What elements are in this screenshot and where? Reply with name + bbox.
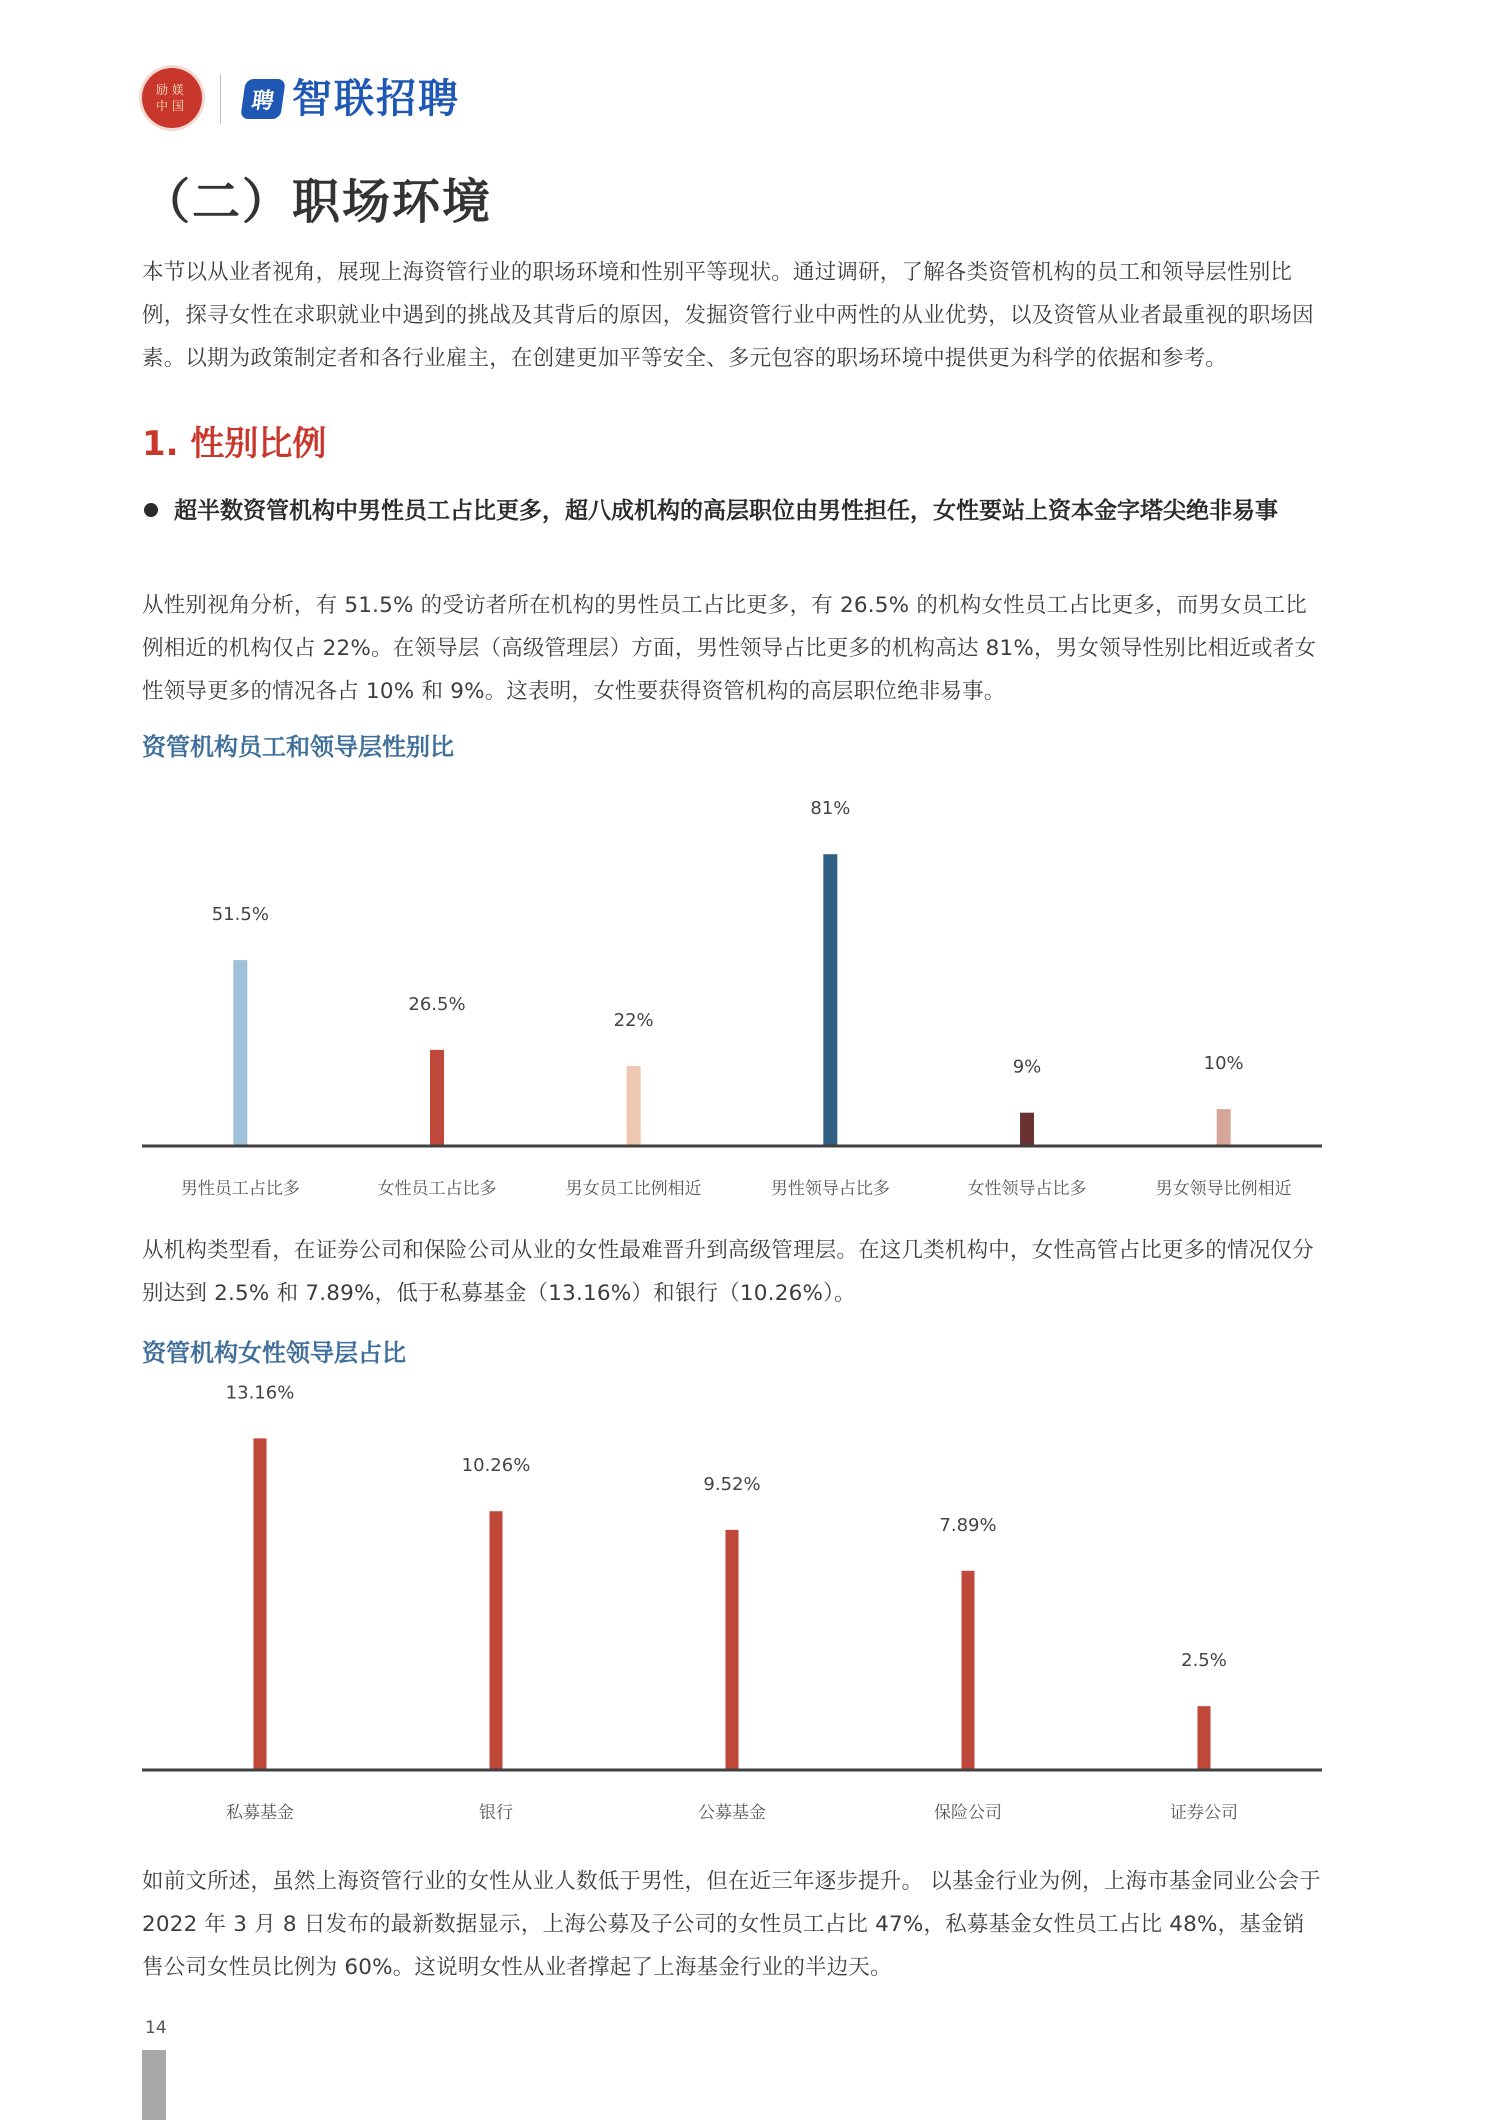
chart2-value-label-0: 13.16%: [225, 1382, 295, 1404]
chart2-bar-1: [490, 1511, 503, 1769]
chart1-value-label-1: 26.5%: [408, 993, 466, 1015]
logo-seal: [142, 68, 202, 128]
chart1-category-label-0: 男性员工占比多: [180, 1179, 300, 1199]
chart1-bar-3: [823, 854, 837, 1145]
chart2-bar-2: [726, 1530, 739, 1769]
chart2-category-label-1: 银行: [479, 1803, 513, 1823]
chart2-category-label-4: 证券公司: [1170, 1803, 1238, 1823]
chart1-value-label-4: 9%: [1012, 1056, 1042, 1078]
chart1-category-label-1: 女性员工占比多: [377, 1179, 497, 1199]
bullet-headline: 超半数资管机构中男性员工占比更多，超八成机构的高层职位由男性担任，女性要站上资本金字塔尖绝非易事: [174, 498, 1278, 524]
chart1-value-label-3: 81%: [810, 798, 851, 820]
chart1-value-label-5: 10%: [1203, 1053, 1244, 1075]
chart1-bar-5: [1217, 1109, 1231, 1145]
chart2-bar-3: [962, 1571, 975, 1769]
chart2-value-label-2: 9.52%: [703, 1473, 761, 1495]
paragraph-institution-types: 从机构类型看，在证券公司和保险公司从业的女性最难晋升到高级管理层。在这几类机构中，女性高管占比更多的情况仅分别达到 2.5% 和 7.89%，低于私募基金（13.16%）和银行（10.26%）。: [142, 1238, 1314, 1306]
section-title: （二）职场环境: [142, 174, 493, 230]
chart1-value-label-2: 22%: [613, 1010, 654, 1032]
chart2: [0, 1380, 1499, 1840]
chart2-title: 资管机构女性领导层占比: [142, 1339, 406, 1367]
chart1-category-label-2: 男女员工比例相近: [565, 1179, 702, 1199]
chart1-category-label-4: 女性领导占比多: [967, 1179, 1087, 1199]
bullet-dot-icon: [144, 503, 158, 517]
chart1-bar-0: [233, 960, 247, 1145]
chart1-title: 资管机构员工和领导层性别比: [142, 733, 454, 761]
seal-text: 励媄中国: [155, 83, 188, 113]
subsection-title: 1. 性别比例: [142, 424, 327, 464]
chart2-category-label-0: 私募基金: [226, 1803, 294, 1823]
intro-paragraph: 本节以从业者视角，展现上海资管行业的职场环境和性别平等现状。通过调研，了解各类资管机构的员工和领导层性别比例，探寻女性在求职就业中遇到的挑战及其背后的原因，发掘资管行业中两性的从业优势，以及资管从业者最重视的职场因素。以期为政策制定者和各行业雇主，在创建更加平等安全、多元包容的职场环境中提供更为科学的依据和参考。: [142, 260, 1314, 371]
logo-divider: [220, 74, 221, 124]
chart2-value-label-4: 2.5%: [1181, 1650, 1227, 1672]
chart1: [0, 780, 1499, 1220]
brand-logo-icon: 聘: [240, 79, 286, 119]
chart1-bar-2: [627, 1066, 641, 1145]
paragraph-fund-industry: 如前文所述，虽然上海资管行业的女性从业人数低于男性，但在近三年逐步提升。 以基金行业为例，上海市基金同业公会于 2022 年 3 月 8 日发布的最新数据显示，上海公募及子公司的女性员工占比 47%，私募基金女性员工占比 48%，基金销售公司女性员比例为 60%。这说明女性从业者撑起了上海基金行业的半边天。: [142, 1869, 1321, 1980]
brand-name: 智联招聘: [292, 76, 460, 122]
chart2-category-label-2: 公募基金: [698, 1803, 766, 1823]
chart1-bar-4: [1020, 1113, 1034, 1145]
chart2-value-label-3: 7.89%: [939, 1514, 997, 1536]
page-number: 14: [145, 2018, 167, 2038]
chart2-category-label-3: 保险公司: [934, 1803, 1002, 1823]
chart2-bar-4: [1198, 1706, 1211, 1769]
chart2-bar-0: [254, 1438, 267, 1769]
chart1-category-label-3: 男性领导占比多: [770, 1179, 890, 1199]
paragraph-gender-analysis: 从性别视角分析，有 51.5% 的受访者所在机构的男性员工占比更多，有 26.5% 的机构女性员工占比更多，而男女员工比例相近的机构仅占 22%。在领导层（高级管理层）方面，男性领导占比更多的机构高达 81%，男女领导性别比相近或者女性领导更多的情况各占 10% 和 9%。这表明，女性要获得资管机构的高层职位绝非易事。: [142, 593, 1317, 704]
chart1-bar-1: [430, 1050, 444, 1145]
chart1-value-label-0: 51.5%: [211, 904, 269, 926]
page-edge-bar: [142, 2050, 166, 2120]
chart2-value-label-1: 10.26%: [461, 1455, 531, 1477]
chart1-category-label-5: 男女领导比例相近: [1155, 1179, 1292, 1199]
